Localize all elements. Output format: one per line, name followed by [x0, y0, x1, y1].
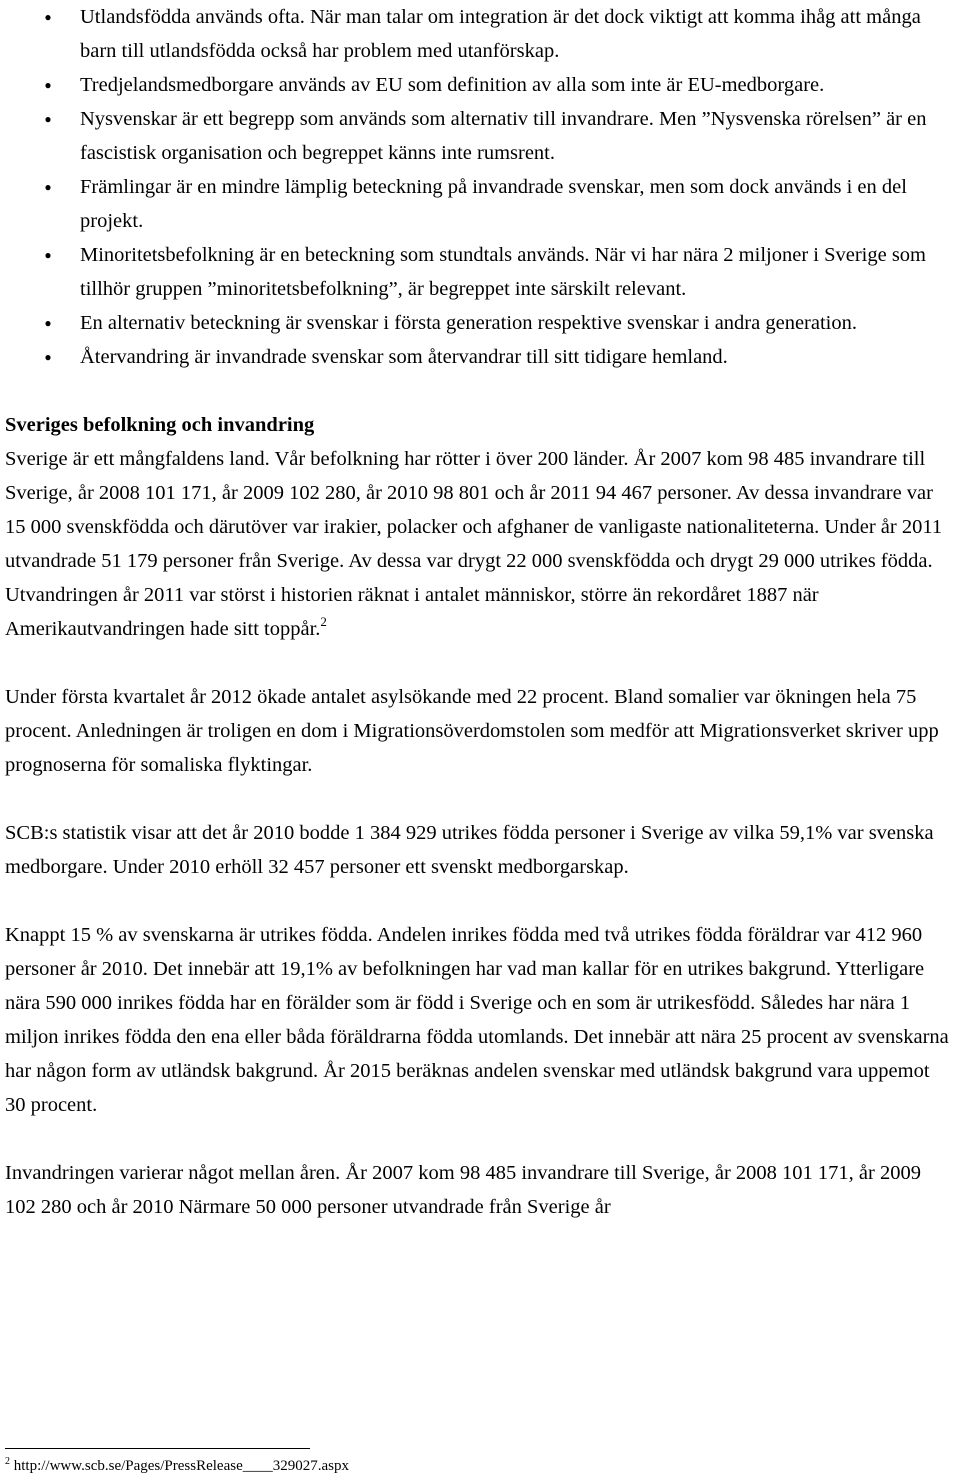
footnote-divider — [5, 1448, 310, 1449]
list-item — [5, 102, 955, 170]
list-item-text: Tredjelandsmedborgare används av EU som definition av alla som inte är EU-medborgare. — [80, 74, 825, 96]
list-item — [5, 68, 955, 102]
footnote-link[interactable]: http://www.scb.se/Pages/PressRelease____329027.aspx — [13, 1458, 349, 1474]
bullet-icon: ● — [44, 316, 52, 330]
document-page — [5, 0, 955, 1224]
bullet-icon: ● — [44, 350, 52, 364]
footnote — [5, 1452, 349, 1480]
paragraph-asylum: Under första kvartalet år 2012 ökade antalet asylsökande med 22 procent. Bland somalier var ökningen hela 75 procent. Anledningen är troligen en dom i Migrationsöverdomstolen som medför att Migrationsverket skriver upp prognoserna för somaliska flyktingar. — [5, 686, 939, 776]
paragraph-text: Sverige är ett mångfaldens land. Vår befolkning har rötter i över 200 länder. År 2007 kom 98 485 invandrare till Sverige, år 2008 101 171, år 2009 102 280, år 2010 98 801 och år 2011 94 467 personer. Av dessa invandrare var 15 000 svenskfödda och därutöver var irakier, polacker och afghaner de vanligaste nationaliteterna. Under år 2011 utvandrade 51 179 personer från Sverige. Av dessa var drygt 22 000 svenskfödda och drygt 29 000 utrikes födda. Utvandringen år 2011 var störst i historien räknat i antalet människor, större än rekordåret 1887 när Amerikautvandringen hade sitt toppår. — [5, 448, 943, 640]
bullet-icon: ● — [44, 10, 52, 24]
list-item — [5, 170, 955, 238]
bullet-icon: ● — [44, 248, 52, 262]
bullet-icon: ● — [44, 78, 52, 92]
bullet-icon: ● — [44, 112, 52, 126]
list-item — [5, 0, 955, 68]
list-item-text: Främlingar är en mindre lämplig beteckning på invandrade svenskar, men som dock används i en del projekt. — [80, 176, 907, 232]
paragraph-scb-statistics: SCB:s statistik visar att det år 2010 bodde 1 384 929 utrikes födda personer i Sverige av vilka 59,1% var svenska medborgare. Under 2010 erhöll 32 457 personer ett svenskt medborgarskap. — [5, 822, 934, 878]
footnote-reference[interactable]: 2 — [320, 614, 327, 629]
bullet-icon: ● — [44, 180, 52, 194]
list-item — [5, 340, 955, 374]
list-item — [5, 306, 955, 340]
section-heading: Sveriges befolkning och invandring — [5, 414, 315, 436]
footnote-number: 2 — [5, 1456, 10, 1467]
list-item-text: En alternativ beteckning är svenskar i första generation respektive svenskar i andra generation. — [80, 312, 857, 334]
paragraph-immigration-variation: Invandringen varierar något mellan åren. År 2007 kom 98 485 invandrare till Sverige, år 2008 101 171, år 2009 102 280 och år 2010 Närmare 50 000 personer utvandrade från Sverige år — [5, 1162, 921, 1218]
list-item — [5, 238, 955, 306]
list-item-text: Utlandsfödda används ofta. När man talar om integration är det dock viktigt att komma ihåg att många barn till utlandsfödda också har problem med utanförskap. — [80, 6, 921, 62]
paragraph-foreign-background: Knappt 15 % av svenskarna är utrikes födda. Andelen inrikes födda med två utrikes födda föräldrar var 412 960 personer år 2010. Det innebär att 19,1% av befolkningen har vad man kallar för en utrikes bakgrund. Ytterligare nära 590 000 inrikes födda har en förälder som är född i Sverige och en som är utrikesfödd. Således har nära 1 miljon inrikes födda den ena eller båda föräldrarna födda utomlands. Det innebär att nära 25 procent av svenskarna har någon form av utländsk bakgrund. År 2015 beräknas andelen svenskar med utländsk bakgrund vara uppemot 30 procent. — [5, 924, 949, 1116]
list-item-text: Nysvenskar är ett begrepp som används som alternativ till invandrare. Men ”Nysvenska rörelsen” är en fascistisk organisation och begreppet känns inte rumsrent. — [80, 108, 927, 164]
terminology-bullet-list — [5, 0, 955, 374]
paragraph-immigration-overview — [5, 442, 955, 646]
list-item-text: Minoritetsbefolkning är en beteckning som stundtals används. När vi har nära 2 miljoner i Sverige som tillhör gruppen ”minoritetsbefolkning”, är begreppet inte särskilt relevant. — [80, 244, 927, 300]
list-item-text: Återvandring är invandrade svenskar som återvandrar till sitt tidigare hemland. — [80, 346, 728, 368]
